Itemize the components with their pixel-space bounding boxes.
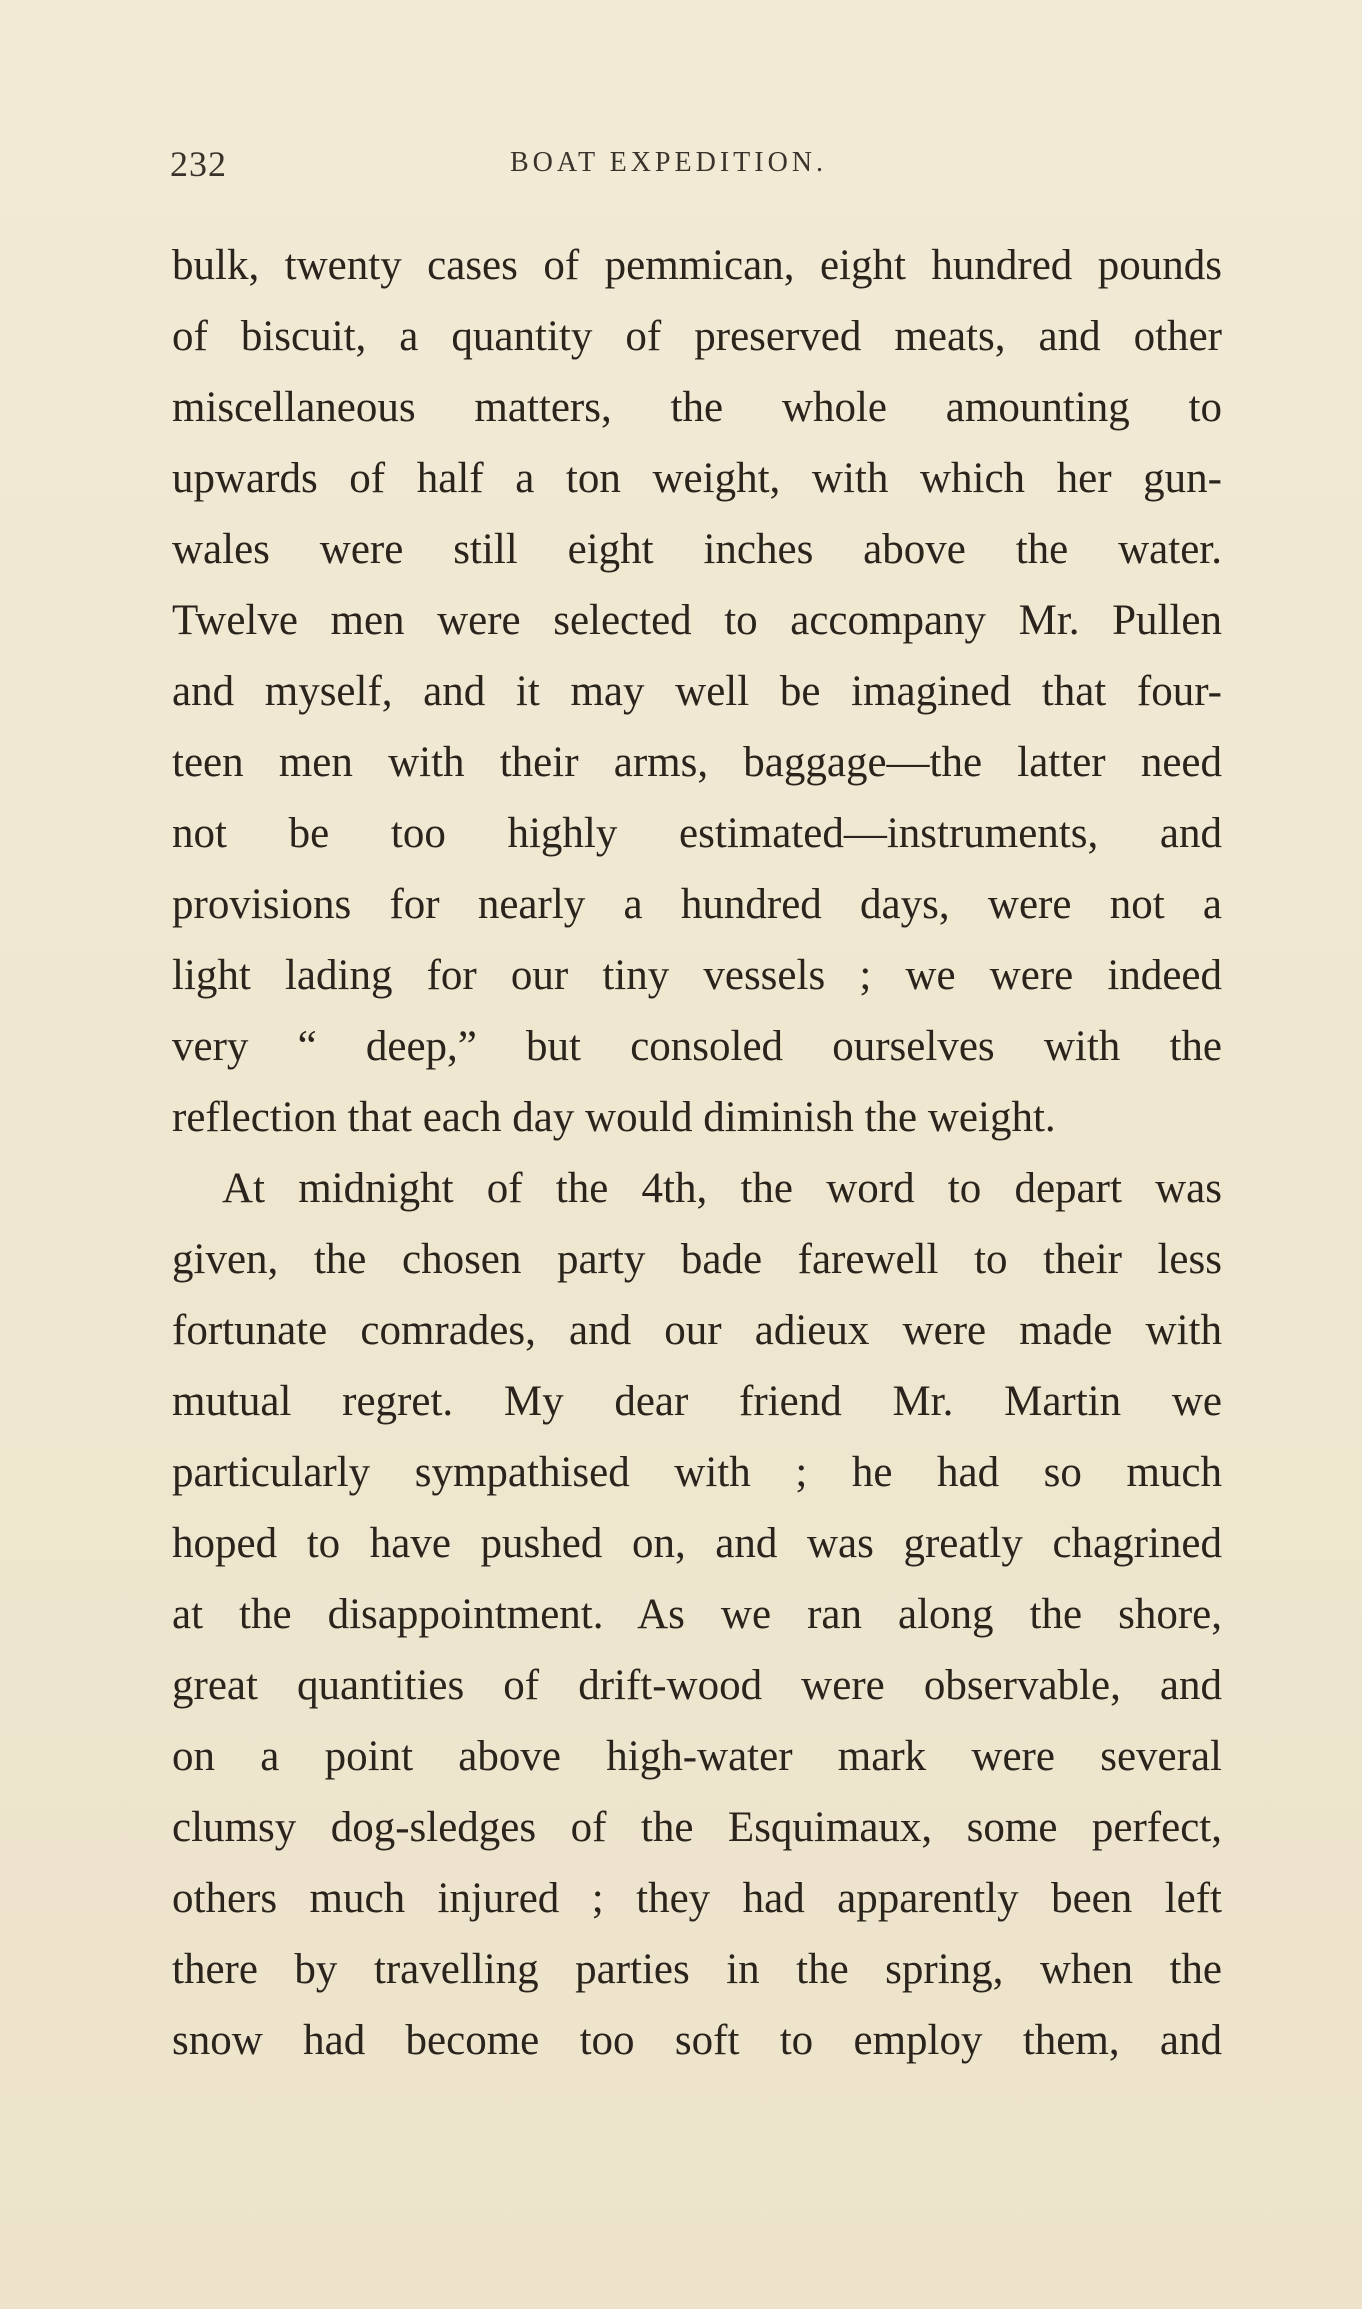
text-line: teen men with their arms, baggage—the latter need (172, 739, 1222, 786)
text-line: and myself, and it may well be imagined that four- (172, 668, 1222, 715)
text-line: there by travelling parties in the spring, when the (172, 1946, 1222, 1993)
text-line: of biscuit, a quantity of preserved meats, and other (172, 313, 1222, 360)
text-line: particularly sympathised with ; he had so much (172, 1449, 1222, 1496)
page-number: 232 (170, 144, 227, 184)
text-line: upwards of half a ton weight, with which her gun- (172, 455, 1222, 502)
text-line: At midnight of the 4th, the word to depart was (222, 1165, 1222, 1212)
text-line: not be too highly estimated—instruments, and (172, 810, 1222, 857)
text-line: mutual regret. My dear friend Mr. Martin we (172, 1378, 1222, 1425)
text-line: others much injured ; they had apparently been left (172, 1875, 1222, 1922)
text-line: great quantities of drift-wood were observable, and (172, 1662, 1222, 1709)
text-line: given, the chosen party bade farewell to their less (172, 1236, 1222, 1283)
running-title: BOAT EXPEDITION. (510, 147, 828, 178)
text-line: provisions for nearly a hundred days, were not a (172, 881, 1222, 928)
text-line: at the disappointment. As we ran along the shore, (172, 1591, 1222, 1638)
body-text (172, 230, 1222, 2076)
text-line: fortunate comrades, and our adieux were made with (172, 1307, 1222, 1354)
text-line: clumsy dog-sledges of the Esquimaux, some perfect, (172, 1804, 1222, 1851)
text-line: wales were still eight inches above the water. (172, 526, 1222, 573)
text-line: on a point above high-water mark were several (172, 1733, 1222, 1780)
text-line: snow had become too soft to employ them, and (172, 2017, 1222, 2064)
text-line: miscellaneous matters, the whole amounting to (172, 384, 1222, 431)
running-head (170, 143, 1230, 183)
text-line: bulk, twenty cases of pemmican, eight hundred pounds (172, 242, 1222, 289)
text-line: reflection that each day would diminish the weight. (172, 1094, 1056, 1141)
text-line: hoped to have pushed on, and was greatly chagrined (172, 1520, 1222, 1567)
text-line: light lading for our tiny vessels ; we were indeed (172, 952, 1222, 999)
text-line: very “ deep,” but consoled ourselves with the (172, 1023, 1222, 1070)
text-line: Twelve men were selected to accompany Mr. Pullen (172, 597, 1222, 644)
